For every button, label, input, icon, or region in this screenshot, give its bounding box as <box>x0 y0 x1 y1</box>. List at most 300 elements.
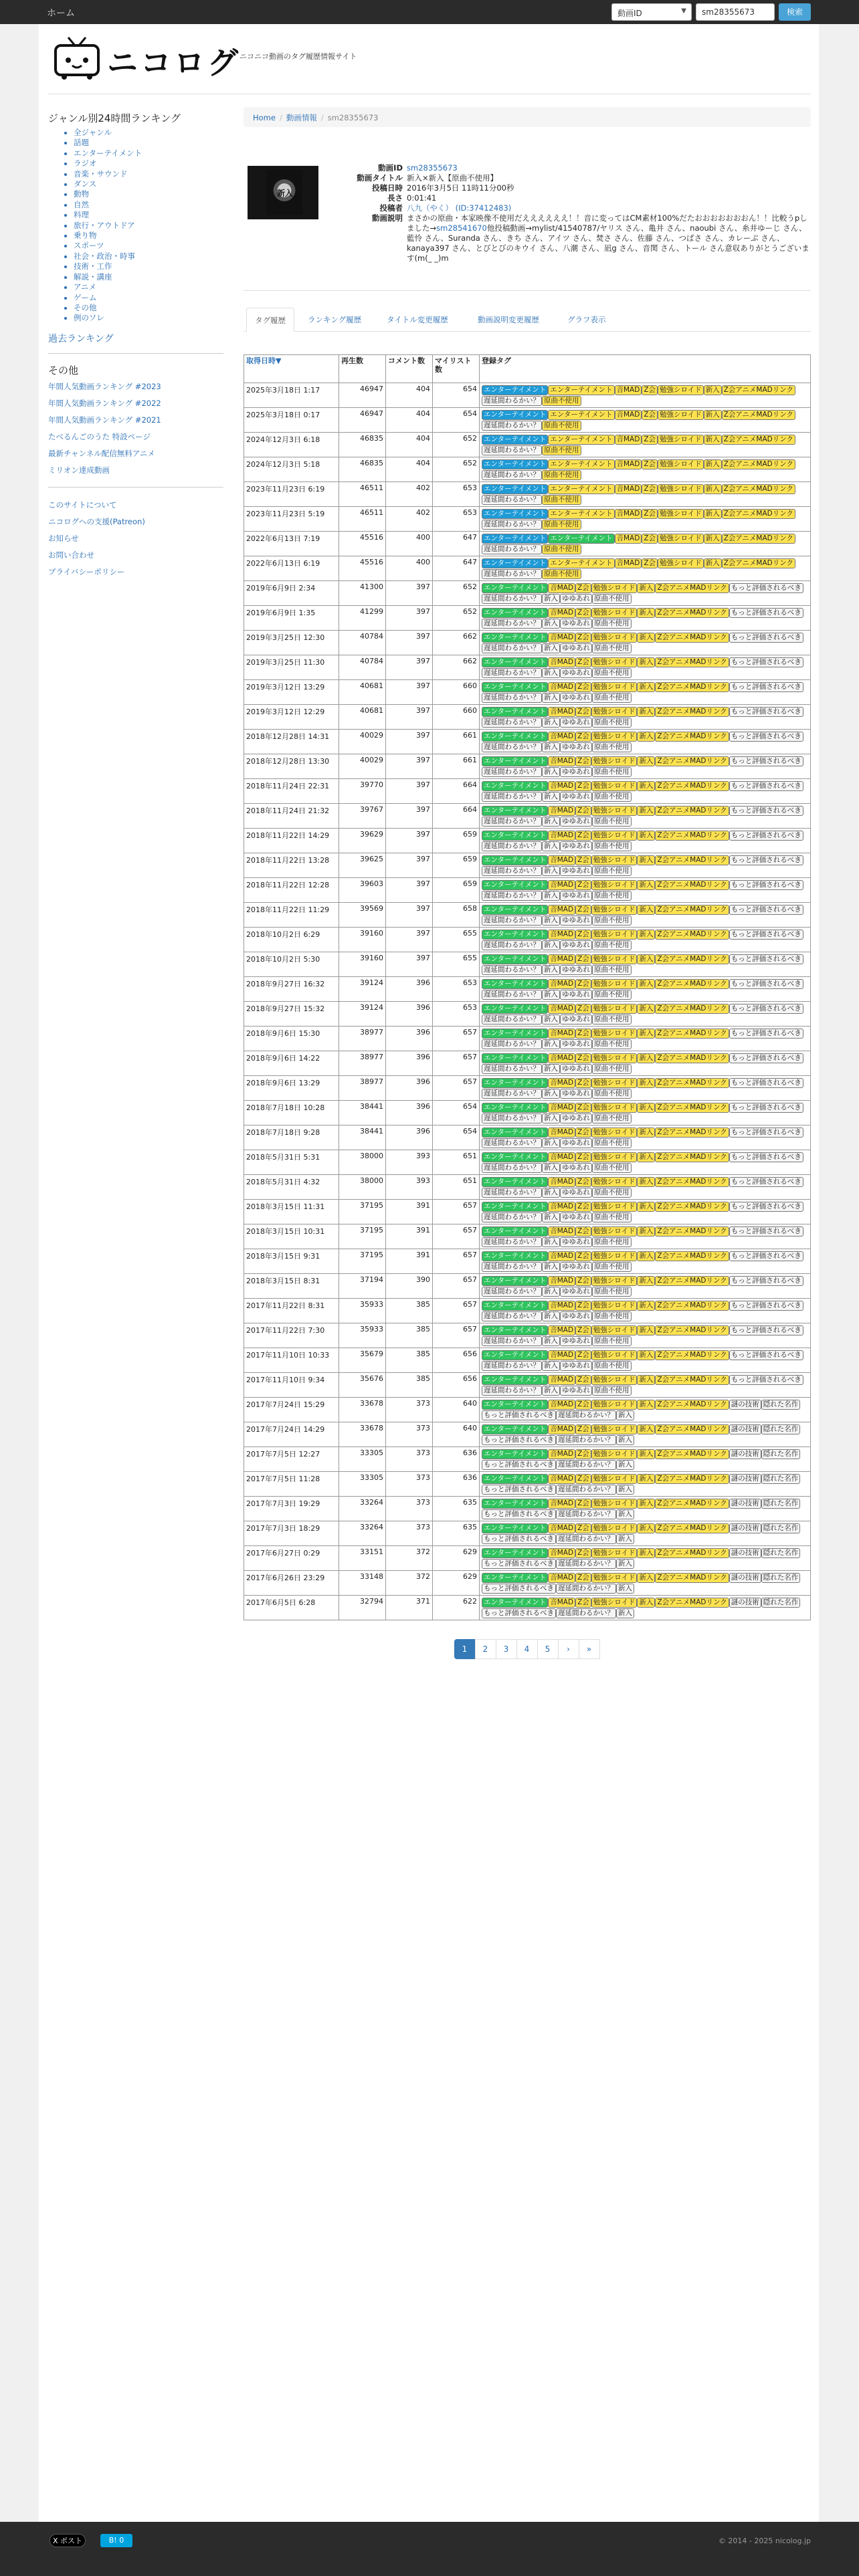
tag-badge[interactable]: 音MAD <box>548 880 575 890</box>
tag-badge[interactable]: もっと評価されるべき <box>729 1103 803 1113</box>
tag-badge[interactable]: ゆゆあれ <box>560 1386 592 1396</box>
tag-badge[interactable]: エンターテイメント <box>482 707 548 717</box>
tag-badge[interactable]: 音MAD <box>548 1325 575 1335</box>
tag-badge[interactable]: 勉強シロイド <box>591 1499 638 1509</box>
tag-badge[interactable]: 遅延間わるかい？ <box>482 520 542 530</box>
tag-badge[interactable]: Z会 <box>575 633 591 643</box>
breadcrumb-home[interactable]: Home <box>253 113 276 122</box>
tag-badge[interactable]: 原曲不使用 <box>592 1287 632 1297</box>
tag-badge[interactable]: ゆゆあれ <box>560 619 592 629</box>
tag-badge[interactable]: 勉強シロイド <box>591 1078 638 1088</box>
tag-badge[interactable]: 勉強シロイド <box>591 1598 638 1608</box>
tag-badge[interactable]: もっと評価されるべき <box>729 880 803 890</box>
genre-item[interactable] <box>74 282 223 292</box>
tag-badge[interactable]: エンターテイメント <box>482 1053 548 1063</box>
genre-link[interactable]: スポーツ <box>74 241 104 251</box>
tag-badge[interactable]: 遅延間わるかい？ <box>556 1410 616 1420</box>
tag-badge[interactable]: 隠れた名作 <box>761 1449 801 1459</box>
tag-badge[interactable]: Z会 <box>575 1004 591 1014</box>
genre-item[interactable] <box>74 179 223 189</box>
tag-badge[interactable]: 隠れた名作 <box>761 1474 801 1484</box>
tag-badge[interactable]: エンターテイメント <box>548 558 614 568</box>
tag-badge[interactable]: エンターテイメント <box>482 831 548 841</box>
tag-badge[interactable]: もっと評価されるべき <box>729 1078 803 1088</box>
other-link[interactable]: 年間人気動画ランキング #2023 <box>48 381 161 391</box>
tag-badge[interactable]: 新入 <box>637 1177 655 1187</box>
tag-badge[interactable]: 遅延間わるかい？ <box>482 569 542 579</box>
site-link[interactable]: お知らせ <box>48 533 79 543</box>
tag-badge[interactable]: 新入 <box>542 916 560 926</box>
tag-badge[interactable]: Z会 <box>575 880 591 890</box>
tag-badge[interactable]: Z会 <box>642 410 658 420</box>
tag-badge[interactable]: 原曲不使用 <box>592 1262 632 1272</box>
tag-badge[interactable]: 新入 <box>637 1424 655 1434</box>
tag-badge[interactable]: Z会 <box>642 459 658 469</box>
tag-badge[interactable]: Z会 <box>575 1350 591 1360</box>
tag-badge[interactable]: エンターテイメント <box>482 781 548 791</box>
tag-badge[interactable]: 新入 <box>704 509 722 519</box>
tag-badge[interactable]: Z会アニメMADリンク <box>655 583 729 593</box>
tag-badge[interactable]: 勉強シロイド <box>591 1301 638 1311</box>
tag-badge[interactable]: Z会 <box>575 1449 591 1459</box>
other-link[interactable]: 年間人気動画ランキング #2021 <box>48 415 161 425</box>
tag-badge[interactable]: Z会 <box>575 1474 591 1484</box>
tag-badge[interactable]: もっと評価されるべき <box>729 1029 803 1039</box>
page-link[interactable]: 4 <box>516 1639 538 1659</box>
tag-badge[interactable]: エンターテイメント <box>482 410 548 420</box>
tag-badge[interactable]: 新入 <box>637 1548 655 1558</box>
tag-badge[interactable]: 新入 <box>542 841 560 851</box>
site-link[interactable]: お問い合わせ <box>48 550 94 560</box>
tag-badge[interactable]: エンターテイメント <box>482 1276 548 1286</box>
tag-badge[interactable]: 原曲不使用 <box>592 1361 632 1371</box>
tag-badge[interactable]: もっと評価されるべき <box>729 1128 803 1138</box>
genre-link[interactable]: 社会・政治・時事 <box>74 251 135 261</box>
tag-badge[interactable]: 遅延間わるかい？ <box>482 693 542 703</box>
tag-badge[interactable]: Z会 <box>642 385 658 395</box>
genre-link[interactable]: 例のソレ <box>74 313 104 323</box>
tag-badge[interactable]: Z会アニメMADリンク <box>722 558 795 568</box>
tag-badge[interactable]: エンターテイメント <box>482 756 548 766</box>
tag-badge[interactable]: ゆゆあれ <box>560 693 592 703</box>
tag-badge[interactable]: もっと評価されるべき <box>729 583 803 593</box>
tag-badge[interactable]: Z会アニメMADリンク <box>655 657 729 667</box>
tag-badge[interactable]: 勉強シロイド <box>591 1424 638 1434</box>
tag-badge[interactable]: エンターテイメント <box>482 1523 548 1533</box>
video-thumbnail[interactable] <box>248 166 318 219</box>
tag-badge[interactable]: 音MAD <box>615 534 642 544</box>
tag-badge[interactable]: 音MAD <box>548 1350 575 1360</box>
tag-badge[interactable]: 隠れた名作 <box>761 1548 801 1558</box>
tag-badge[interactable]: 原曲不使用 <box>592 1336 632 1346</box>
tag-badge[interactable]: 遅延間わるかい？ <box>482 767 542 777</box>
tag-badge[interactable]: 新入 <box>616 1509 634 1519</box>
tag-badge[interactable]: Z会アニメMADリンク <box>655 608 729 618</box>
tag-badge[interactable]: エンターテイメント <box>482 1004 548 1014</box>
tag-badge[interactable]: 遅延間わるかい？ <box>482 841 542 851</box>
tag-badge[interactable]: 勉強シロイド <box>591 1202 638 1212</box>
tag-badge[interactable]: Z会アニメMADリンク <box>655 979 729 989</box>
tag-badge[interactable]: ゆゆあれ <box>560 1039 592 1049</box>
tag-badge[interactable]: 新入 <box>616 1534 634 1544</box>
tag-badge[interactable]: もっと評価されるべき <box>729 1350 803 1360</box>
tag-badge[interactable]: 新入 <box>637 1499 655 1509</box>
tag-badge[interactable]: 新入 <box>637 682 655 692</box>
tag-badge[interactable]: 音MAD <box>548 756 575 766</box>
tag-badge[interactable]: 新入 <box>616 1608 634 1618</box>
tag-badge[interactable]: エンターテイメント <box>482 979 548 989</box>
tag-badge[interactable]: 謎の技術 <box>729 1499 761 1509</box>
tag-badge[interactable]: 新入 <box>616 1559 634 1569</box>
tag-badge[interactable]: エンターテイメント <box>482 583 548 593</box>
tag-badge[interactable]: 遅延間わるかい？ <box>556 1485 616 1495</box>
tag-badge[interactable]: もっと評価されるべき <box>482 1410 556 1420</box>
tag-badge[interactable]: Z会 <box>575 905 591 915</box>
tag-badge[interactable]: 勉強シロイド <box>658 459 704 469</box>
tag-badge[interactable]: 新入 <box>637 657 655 667</box>
tag-badge[interactable]: エンターテイメント <box>482 385 548 395</box>
tag-badge[interactable]: Z会 <box>575 583 591 593</box>
genre-link[interactable]: 全ジャンル <box>74 128 112 137</box>
tab-item[interactable]: 動画説明変更履歴 <box>478 315 539 324</box>
tag-badge[interactable]: エンターテイメント <box>482 1103 548 1113</box>
tag-badge[interactable]: 原曲不使用 <box>592 693 632 703</box>
tag-badge[interactable]: もっと評価されるべき <box>482 1485 556 1495</box>
tag-badge[interactable]: 遅延間わるかい？ <box>482 866 542 876</box>
tag-badge[interactable]: ゆゆあれ <box>560 891 592 901</box>
genre-link[interactable]: 旅行・アウトドア <box>74 220 135 230</box>
tag-badge[interactable]: エンターテイメント <box>482 855 548 865</box>
tag-badge[interactable]: 謎の技術 <box>729 1523 761 1533</box>
tag-badge[interactable]: 新入 <box>704 484 722 494</box>
tag-badge[interactable]: Z会 <box>642 558 658 568</box>
tag-badge[interactable]: 音MAD <box>548 1523 575 1533</box>
tag-badge[interactable]: 新入 <box>616 1584 634 1594</box>
tag-badge[interactable]: 遅延間わるかい？ <box>482 1336 542 1346</box>
tag-badge[interactable]: 原曲不使用 <box>592 1311 632 1321</box>
genre-item[interactable] <box>74 169 223 179</box>
tag-badge[interactable]: もっと評価されるべき <box>482 1509 556 1519</box>
tag-badge[interactable]: Z会アニメMADリンク <box>655 1325 729 1335</box>
tag-badge[interactable]: エンターテイメント <box>548 534 614 544</box>
tag-badge[interactable]: 勉強シロイド <box>591 1226 638 1237</box>
tag-badge[interactable]: 音MAD <box>615 410 642 420</box>
tag-badge[interactable]: 新入 <box>637 1350 655 1360</box>
genre-item[interactable] <box>74 261 223 272</box>
tag-badge[interactable]: 音MAD <box>548 732 575 742</box>
tag-badge[interactable]: 新入 <box>637 831 655 841</box>
genre-item[interactable] <box>74 221 223 231</box>
tag-badge[interactable]: エンターテイメント <box>482 1202 548 1212</box>
genre-link[interactable]: その他 <box>74 302 97 312</box>
tag-badge[interactable]: 音MAD <box>548 657 575 667</box>
tag-badge[interactable]: エンターテイメント <box>482 905 548 915</box>
tag-badge[interactable]: 勉強シロイド <box>591 1152 638 1162</box>
tag-badge[interactable]: 原曲不使用 <box>542 569 581 579</box>
tag-badge[interactable]: 新入 <box>637 1325 655 1335</box>
tag-badge[interactable]: 新入 <box>637 1276 655 1286</box>
tag-badge[interactable]: Z会アニメMADリンク <box>655 855 729 865</box>
tag-badge[interactable]: ゆゆあれ <box>560 817 592 827</box>
tag-badge[interactable]: 遅延間わるかい？ <box>482 1386 542 1396</box>
tag-badge[interactable]: 音MAD <box>548 1400 575 1410</box>
genre-link[interactable]: エンターテイメント <box>74 148 142 158</box>
tag-badge[interactable]: ゆゆあれ <box>560 742 592 752</box>
tag-badge[interactable]: エンターテイメント <box>482 1177 548 1187</box>
tag-badge[interactable]: エンターテイメント <box>482 435 548 445</box>
tag-badge[interactable]: 遅延間わるかい？ <box>556 1534 616 1544</box>
tag-badge[interactable]: 遅延間わるかい？ <box>556 1435 616 1445</box>
genre-link[interactable]: 動物 <box>74 189 89 199</box>
genre-link[interactable]: 乗り物 <box>74 231 97 241</box>
genre-link[interactable]: 話題 <box>74 138 89 148</box>
tag-badge[interactable]: 新入 <box>542 693 560 703</box>
genre-link[interactable]: 料理 <box>74 210 89 220</box>
tag-badge[interactable]: Z会アニメMADリンク <box>655 1375 729 1385</box>
tag-badge[interactable]: Z会アニメMADリンク <box>722 459 795 469</box>
tag-badge[interactable]: 遅延間わるかい？ <box>482 396 542 406</box>
tag-badge[interactable]: 隠れた名作 <box>761 1499 801 1509</box>
tag-badge[interactable]: 隠れた名作 <box>761 1523 801 1533</box>
tag-badge[interactable]: エンターテイメント <box>482 558 548 568</box>
tag-badge[interactable]: Z会アニメMADリンク <box>722 435 795 445</box>
tag-badge[interactable]: 新入 <box>542 1237 560 1247</box>
genre-link[interactable]: 技術・工作 <box>74 261 112 272</box>
tag-badge[interactable]: 新入 <box>637 930 655 940</box>
tag-badge[interactable]: 音MAD <box>548 1103 575 1113</box>
tag-badge[interactable]: 勉強シロイド <box>591 806 638 816</box>
tag-badge[interactable]: 新入 <box>637 1152 655 1162</box>
tag-badge[interactable]: 勉強シロイド <box>591 583 638 593</box>
tag-badge[interactable]: 遅延間わるかい？ <box>556 1584 616 1594</box>
tag-badge[interactable]: 遅延間わるかい？ <box>482 1311 542 1321</box>
tag-badge[interactable]: 勉強シロイド <box>591 1004 638 1014</box>
tag-badge[interactable]: 遅延間わるかい？ <box>482 1212 542 1222</box>
tag-badge[interactable]: Z会 <box>575 1078 591 1088</box>
tag-badge[interactable]: Z会 <box>575 930 591 940</box>
tag-badge[interactable]: 勉強シロイド <box>591 1523 638 1533</box>
tag-badge[interactable]: 遅延間わるかい？ <box>482 1287 542 1297</box>
tag-badge[interactable]: 音MAD <box>548 905 575 915</box>
tag-badge[interactable]: Z会 <box>575 1301 591 1311</box>
page-link[interactable]: 3 <box>496 1639 517 1659</box>
tag-badge[interactable]: 勉強シロイド <box>591 1449 638 1459</box>
tag-badge[interactable]: エンターテイメント <box>482 1325 548 1335</box>
genre-link[interactable]: ラジオ <box>74 158 97 169</box>
tag-badge[interactable]: 遅延間わるかい？ <box>482 1262 542 1272</box>
tag-badge[interactable]: もっと評価されるべき <box>729 930 803 940</box>
tag-badge[interactable]: 遅延間わるかい？ <box>482 668 542 678</box>
tag-badge[interactable]: Z会アニメMADリンク <box>655 1523 729 1533</box>
tag-badge[interactable]: 新入 <box>637 905 655 915</box>
tag-badge[interactable]: 勉強シロイド <box>591 781 638 791</box>
tag-badge[interactable]: Z会アニメMADリンク <box>655 707 729 717</box>
tag-badge[interactable]: Z会 <box>575 954 591 964</box>
tag-badge[interactable]: 勉強シロイド <box>658 509 704 519</box>
tag-badge[interactable]: 勉強シロイド <box>591 954 638 964</box>
tag-badge[interactable]: ゆゆあれ <box>560 841 592 851</box>
tag-badge[interactable]: Z会アニメMADリンク <box>655 1128 729 1138</box>
x-post-button[interactable]: X ポスト <box>50 2534 86 2547</box>
tag-badge[interactable]: 音MAD <box>548 1598 575 1608</box>
site-link[interactable]: ニコログへの支援(Patreon) <box>48 516 145 526</box>
tag-badge[interactable]: 遅延間わるかい？ <box>482 742 542 752</box>
tag-badge[interactable]: エンターテイメント <box>482 534 548 544</box>
tag-badge[interactable]: ゆゆあれ <box>560 1361 592 1371</box>
tag-badge[interactable]: 勉強シロイド <box>591 905 638 915</box>
page-link[interactable]: 5 <box>537 1639 559 1659</box>
genre-item[interactable] <box>74 158 223 169</box>
tag-badge[interactable]: 遅延間わるかい？ <box>482 1188 542 1198</box>
tag-badge[interactable]: 原曲不使用 <box>592 718 632 728</box>
tag-badge[interactable]: ゆゆあれ <box>560 1336 592 1346</box>
tag-badge[interactable]: もっと評価されるべき <box>482 1534 556 1544</box>
tag-badge[interactable]: 音MAD <box>548 1474 575 1484</box>
tag-badge[interactable]: Z会アニメMADリンク <box>722 385 795 395</box>
genre-item[interactable] <box>74 241 223 251</box>
tag-badge[interactable]: エンターテイメント <box>482 1598 548 1608</box>
tag-badge[interactable]: ゆゆあれ <box>560 1138 592 1148</box>
tag-badge[interactable]: 音MAD <box>548 979 575 989</box>
tag-badge[interactable]: 新入 <box>637 707 655 717</box>
tag-badge[interactable]: エンターテイメント <box>548 385 614 395</box>
tag-badge[interactable]: エンターテイメント <box>482 509 548 519</box>
other-link[interactable]: たべるんごのうた 特設ページ <box>48 431 151 441</box>
tag-badge[interactable]: 音MAD <box>548 583 575 593</box>
tag-badge[interactable]: Z会 <box>575 1548 591 1558</box>
tag-badge[interactable]: 原曲不使用 <box>592 668 632 678</box>
genre-item[interactable] <box>74 293 223 303</box>
tag-badge[interactable]: Z会アニメMADリンク <box>655 1177 729 1187</box>
genre-item[interactable] <box>74 313 223 323</box>
poster-link[interactable]: 八九（やく） (ID:37412483) <box>407 203 512 213</box>
tag-badge[interactable]: 勉強シロイド <box>591 1474 638 1484</box>
tag-badge[interactable]: 新入 <box>637 1053 655 1063</box>
site-link[interactable]: プライバシーポリシー <box>48 566 125 576</box>
tag-badge[interactable]: ゆゆあれ <box>560 1064 592 1074</box>
tag-badge[interactable]: Z会 <box>575 1152 591 1162</box>
page-link[interactable]: 1 <box>454 1639 476 1659</box>
tag-badge[interactable]: ゆゆあれ <box>560 1014 592 1025</box>
tag-badge[interactable]: 謎の技術 <box>729 1474 761 1484</box>
tag-badge[interactable]: ゆゆあれ <box>560 792 592 802</box>
tag-badge[interactable]: ゆゆあれ <box>560 1089 592 1099</box>
tag-badge[interactable]: 音MAD <box>615 435 642 445</box>
tag-badge[interactable]: 勉強シロイド <box>591 1276 638 1286</box>
tag-badge[interactable]: 勉強シロイド <box>591 608 638 618</box>
tag-badge[interactable]: 音MAD <box>548 1251 575 1261</box>
tag-badge[interactable]: 遅延間わるかい？ <box>482 916 542 926</box>
tag-badge[interactable]: エンターテイメント <box>482 1128 548 1138</box>
tag-badge[interactable]: 原曲不使用 <box>592 1089 632 1099</box>
tag-badge[interactable]: 新入 <box>637 1474 655 1484</box>
tag-badge[interactable]: Z会アニメMADリンク <box>655 1301 729 1311</box>
tag-badge[interactable]: 新入 <box>542 891 560 901</box>
tag-badge[interactable]: 原曲不使用 <box>542 470 581 480</box>
tag-badge[interactable]: 勉強シロイド <box>591 1251 638 1261</box>
home-link[interactable]: ホーム <box>47 8 75 19</box>
tag-badge[interactable]: 新入 <box>637 1004 655 1014</box>
tag-badge[interactable]: 音MAD <box>548 1078 575 1088</box>
tag-badge[interactable]: Z会アニメMADリンク <box>655 1573 729 1583</box>
tag-badge[interactable]: 遅延間わるかい？ <box>482 990 542 1000</box>
tag-badge[interactable]: Z会アニメMADリンク <box>722 509 795 519</box>
tag-badge[interactable]: 音MAD <box>615 558 642 568</box>
tag-badge[interactable]: 音MAD <box>548 608 575 618</box>
tag-badge[interactable]: 音MAD <box>548 1499 575 1509</box>
genre-item[interactable] <box>74 200 223 210</box>
tag-badge[interactable]: 勉強シロイド <box>658 385 704 395</box>
tag-badge[interactable]: エンターテイメント <box>482 880 548 890</box>
tag-badge[interactable]: Z会アニメMADリンク <box>655 1152 729 1162</box>
tag-badge[interactable]: 音MAD <box>548 1226 575 1237</box>
tag-badge[interactable]: もっと評価されるべき <box>729 633 803 643</box>
tag-badge[interactable]: 新入 <box>637 880 655 890</box>
tag-badge[interactable]: 原曲不使用 <box>592 1212 632 1222</box>
tag-badge[interactable]: Z会 <box>575 831 591 841</box>
tag-badge[interactable]: Z会 <box>575 1276 591 1286</box>
tag-badge[interactable]: もっと評価されるべき <box>729 1375 803 1385</box>
tag-badge[interactable]: 新入 <box>704 534 722 544</box>
tag-badge[interactable]: 新入 <box>542 668 560 678</box>
tag-badge[interactable]: エンターテイメント <box>482 1400 548 1410</box>
tag-badge[interactable]: 新入 <box>542 1113 560 1123</box>
tag-badge[interactable]: エンターテイメント <box>482 682 548 692</box>
genre-link[interactable]: 解説・講座 <box>74 272 112 282</box>
tag-badge[interactable]: 新入 <box>616 1460 634 1470</box>
tag-badge[interactable]: 新入 <box>637 732 655 742</box>
tag-badge[interactable]: 遅延間わるかい？ <box>482 1113 542 1123</box>
page-link[interactable]: › <box>558 1639 579 1659</box>
tag-badge[interactable]: 新入 <box>637 1449 655 1459</box>
video-id-link[interactable]: sm28355673 <box>407 163 458 173</box>
tag-badge[interactable]: 原曲不使用 <box>542 544 581 554</box>
tag-badge[interactable]: Z会 <box>575 1424 591 1434</box>
tag-badge[interactable]: 原曲不使用 <box>542 445 581 455</box>
tag-badge[interactable]: もっと評価されるべき <box>729 1301 803 1311</box>
tag-badge[interactable]: もっと評価されるべき <box>729 1177 803 1187</box>
tag-badge[interactable]: Z会 <box>575 1177 591 1187</box>
tag-badge[interactable]: Z会アニメMADリンク <box>655 954 729 964</box>
tag-badge[interactable]: 遅延間わるかい？ <box>482 1138 542 1148</box>
tag-badge[interactable]: 勉強シロイド <box>591 1400 638 1410</box>
tag-badge[interactable]: Z会アニメMADリンク <box>655 905 729 915</box>
tag-badge[interactable]: 謎の技術 <box>729 1424 761 1434</box>
tag-badge[interactable]: Z会 <box>575 1499 591 1509</box>
tag-badge[interactable]: 遅延間わるかい？ <box>482 1064 542 1074</box>
tag-badge[interactable]: 原曲不使用 <box>592 817 632 827</box>
tag-badge[interactable]: 謎の技術 <box>729 1598 761 1608</box>
tag-badge[interactable]: 新入 <box>704 558 722 568</box>
tag-badge[interactable]: もっと評価されるべき <box>482 1435 556 1445</box>
tag-badge[interactable]: 新入 <box>637 1375 655 1385</box>
tag-badge[interactable]: もっと評価されるべき <box>729 1152 803 1162</box>
tag-badge[interactable]: もっと評価されるべき <box>729 1202 803 1212</box>
tag-badge[interactable]: Z会 <box>575 1053 591 1063</box>
genre-item[interactable] <box>74 231 223 241</box>
tag-badge[interactable]: Z会 <box>575 1103 591 1113</box>
tag-badge[interactable]: Z会 <box>575 1202 591 1212</box>
tag-badge[interactable]: 隠れた名作 <box>761 1598 801 1608</box>
tag-badge[interactable]: もっと評価されるべき <box>729 806 803 816</box>
tag-badge[interactable]: 新入 <box>542 1163 560 1173</box>
tag-badge[interactable]: 勉強シロイド <box>591 1375 638 1385</box>
tag-badge[interactable]: 音MAD <box>615 509 642 519</box>
tag-badge[interactable]: もっと評価されるべき <box>729 657 803 667</box>
genre-item[interactable] <box>74 272 223 282</box>
tab-item[interactable]: タイトル変更履歴 <box>387 315 448 324</box>
tag-badge[interactable]: Z会アニメMADリンク <box>655 682 729 692</box>
